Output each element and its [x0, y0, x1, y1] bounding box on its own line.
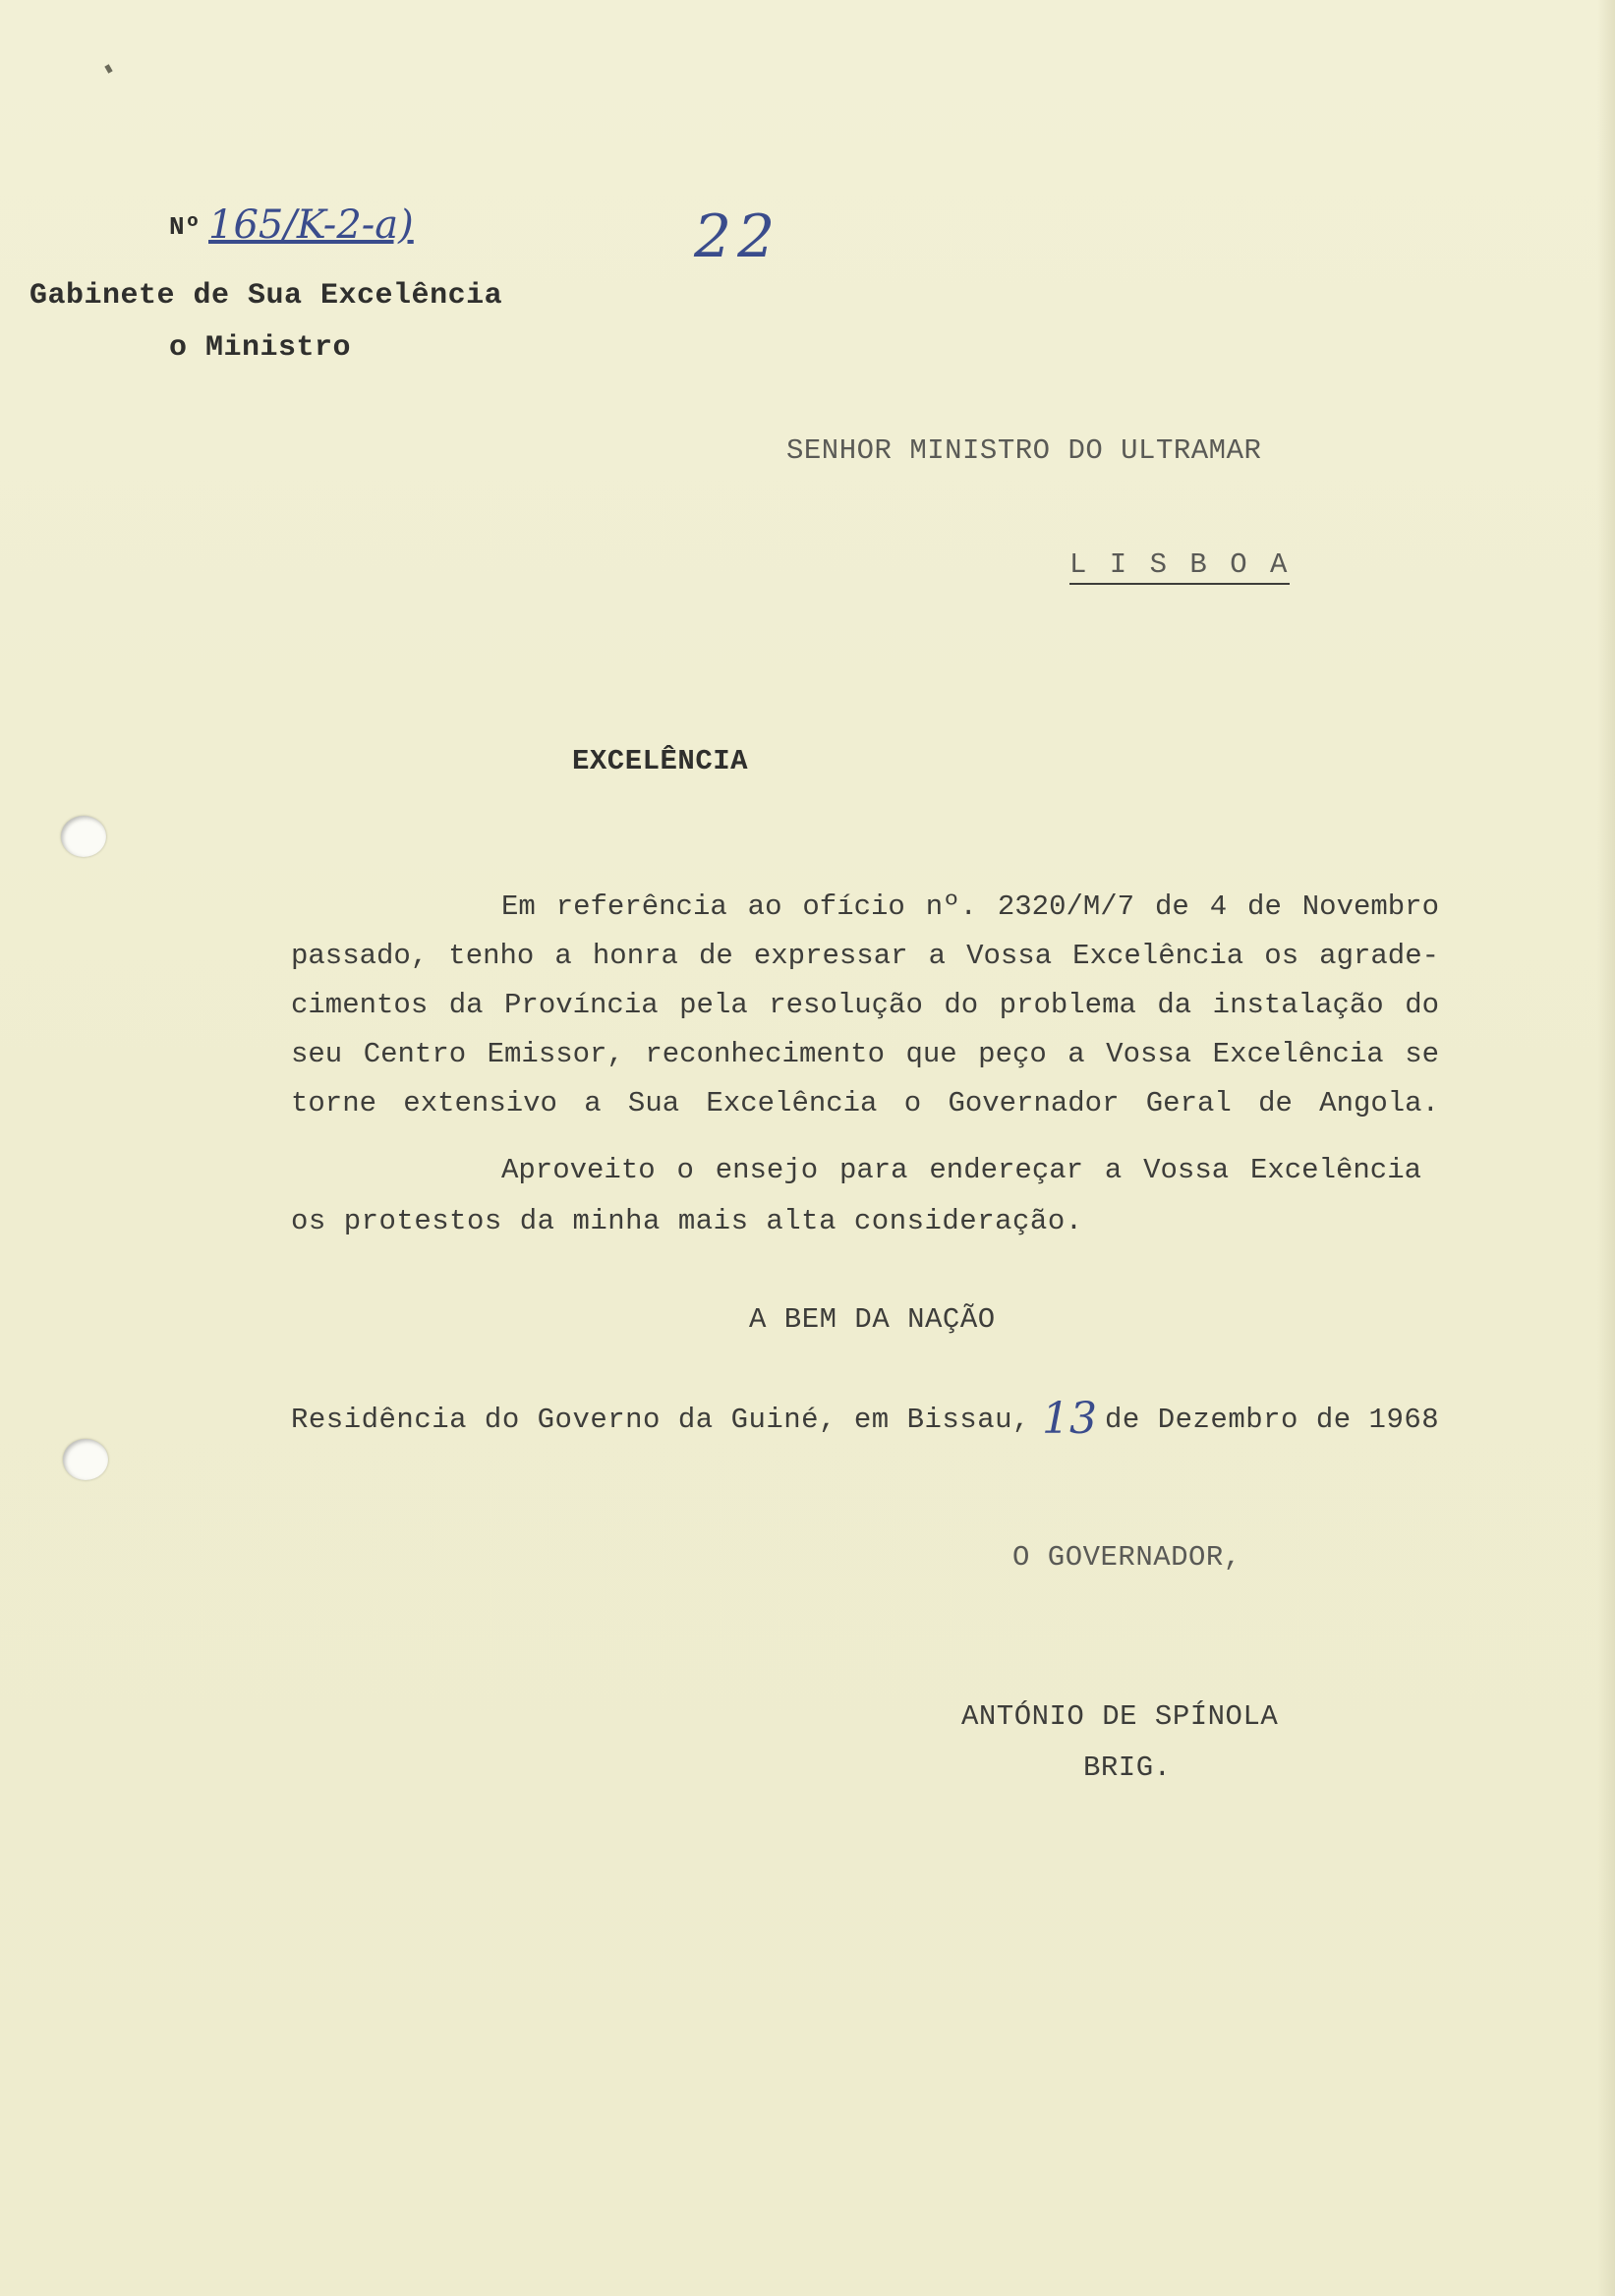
body-paragraph-1-line-5: torne extensivo a Sua Excelência o Governador Geral de Angola. [291, 1087, 1439, 1119]
body-paragraph-1-line-4: seu Centro Emissor, reconhecimento que peço a Vossa Excelência se [291, 1038, 1439, 1070]
ink-speck [104, 64, 112, 73]
page-annotation-handwritten: 22 [694, 202, 781, 271]
signatory-rank: BRIG. [1083, 1751, 1172, 1784]
salutation: EXCELÊNCIA [572, 745, 749, 777]
signatory-name: ANTÓNIO DE SPÍNOLA [961, 1700, 1279, 1733]
body-paragraph-1-line-2: passado, tenho a honra de expressar a Vossa Excelência os agrade- [291, 940, 1439, 972]
recipient-city: L I S B O A [1069, 548, 1290, 585]
punch-hole-top [61, 816, 106, 857]
reference-number-handwritten: 165/K-2-a) [208, 202, 414, 248]
place-date-line-end: de Dezembro de 1968 [1105, 1404, 1440, 1436]
body-paragraph-1-line-1: Em referência ao ofício nº. 2320/M/7 de 4 de Novembro [501, 890, 1439, 923]
recipient-city-wrapper [1069, 548, 1290, 581]
punch-hole-bottom [63, 1439, 108, 1480]
date-day-handwritten: 13 [1042, 1394, 1097, 1444]
place-date-line-start: Residência do Governo da Guiné, em Bissau, [291, 1404, 1030, 1436]
reference-number-prefix: Nº [169, 212, 202, 242]
closing-motto: A BEM DA NAÇÃO [749, 1303, 996, 1336]
office-line-1: Gabinete de Sua Excelência [29, 279, 503, 313]
recipient-line: SENHOR MINISTRO DO ULTRAMAR [786, 434, 1262, 467]
body-paragraph-2-line-2: os protestos da minha mais alta consideração. [291, 1205, 1083, 1237]
paper-edge-shadow [1597, 0, 1615, 2296]
office-line-2: o Ministro [169, 331, 352, 365]
body-paragraph-1-line-3: cimentos da Província pela resolução do problema da instalação do [291, 989, 1439, 1021]
signatory-title: O GOVERNADOR, [1012, 1541, 1241, 1574]
body-paragraph-2-line-1: Aproveito o ensejo para endereçar a Vossa Excelência [501, 1154, 1421, 1186]
